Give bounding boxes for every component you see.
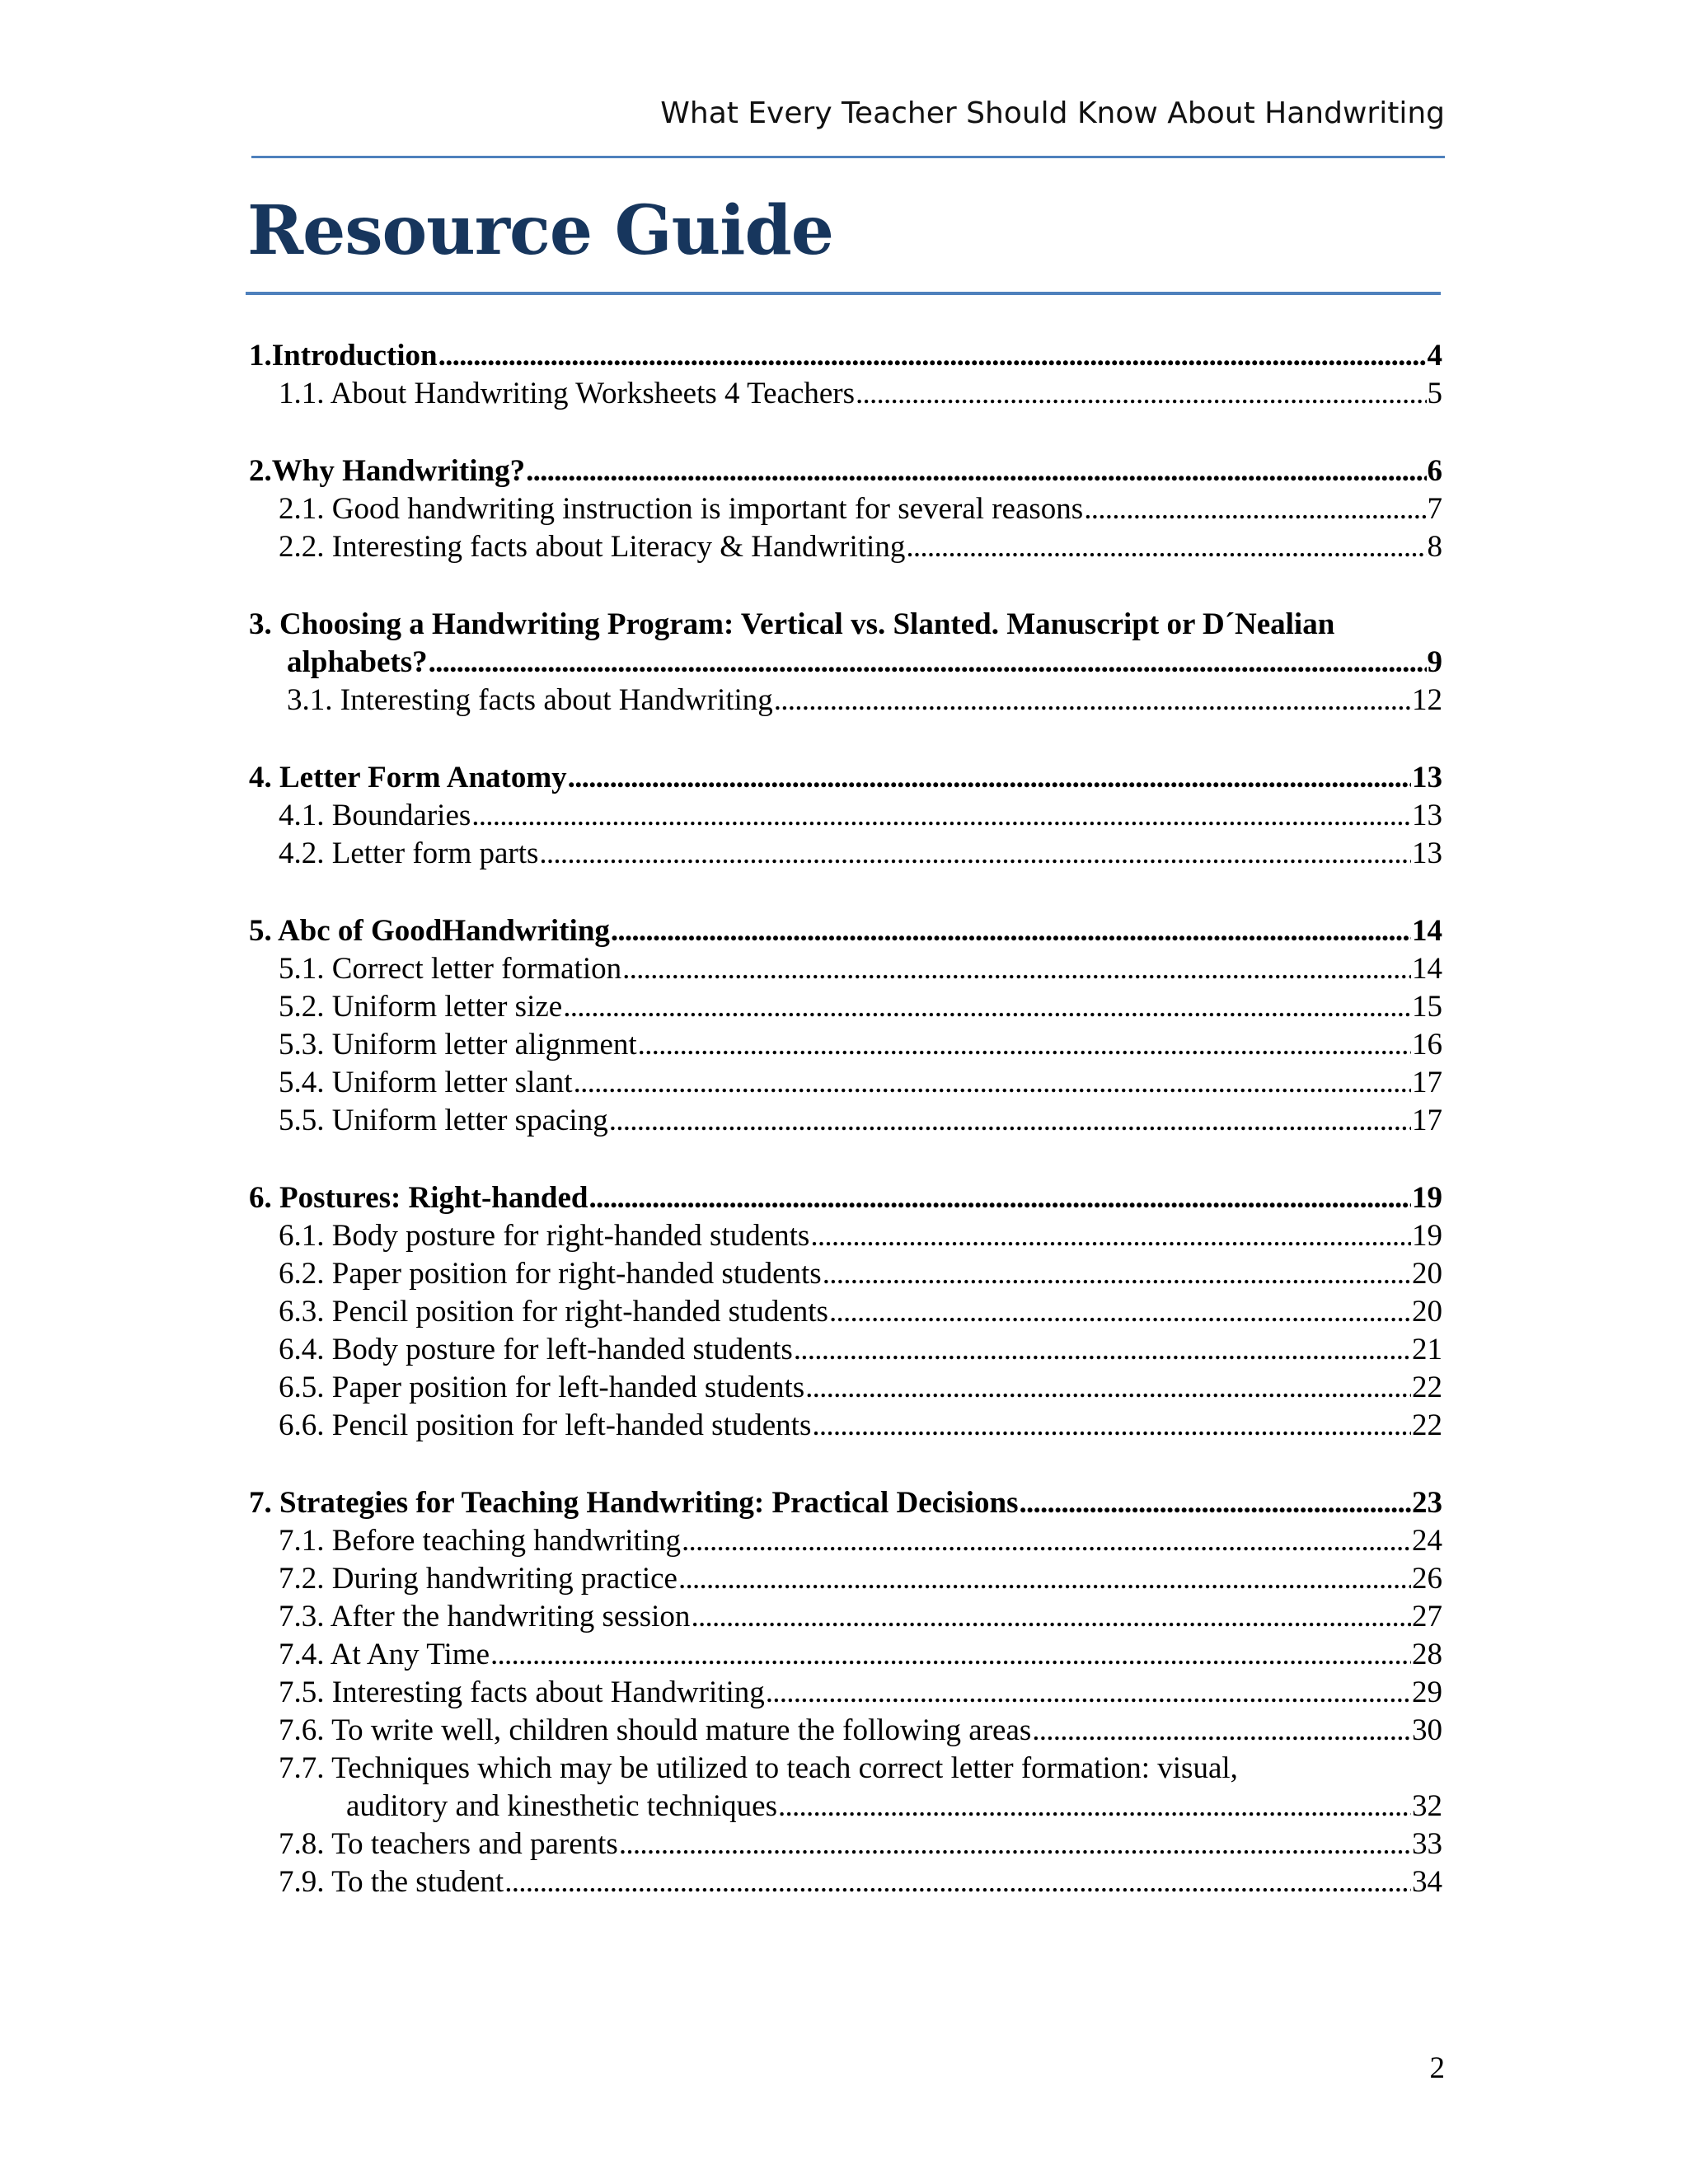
dot-leader <box>1032 1712 1411 1750</box>
dot-leader <box>774 682 1411 719</box>
toc-entry-page: 34 <box>1412 1865 1442 1899</box>
toc-entry-label: 7.5. Interesting facts about Handwriting <box>279 1675 765 1709</box>
toc-entry-page: 29 <box>1412 1675 1442 1709</box>
dot-leader <box>574 1064 1411 1102</box>
toc-entry-page: 27 <box>1412 1600 1442 1633</box>
toc-entry-choosing-program-cont[interactable] <box>249 644 1442 682</box>
toc-entry-page: 13 <box>1412 799 1442 832</box>
toc-entry-page: 14 <box>1412 952 1442 986</box>
toc-entry-page: 28 <box>1412 1638 1442 1671</box>
toc-entry-label: 6.1. Body posture for right-handed students <box>279 1219 810 1253</box>
page-number: 2 <box>1429 2051 1445 2085</box>
toc-entry-paper-position-right[interactable] <box>249 1255 1442 1293</box>
dot-leader <box>810 1217 1411 1255</box>
dot-leader <box>429 644 1427 682</box>
toc-entry-before-teaching[interactable] <box>249 1522 1442 1560</box>
toc-entry-page: 24 <box>1412 1524 1442 1558</box>
dot-leader <box>609 1102 1411 1140</box>
dot-leader <box>471 797 1411 835</box>
dot-leader <box>622 950 1411 988</box>
toc-entry-label: 4.2. Letter form parts <box>279 837 539 870</box>
toc-entry-choosing-program[interactable]: 3. Choosing a Handwriting Program: Vertical vs. Slanted. Manuscript or D´Nealian <box>249 607 1335 641</box>
toc-entry-label: 6.4. Body posture for left-handed students <box>279 1333 793 1366</box>
toc-entry-page: 20 <box>1412 1295 1442 1329</box>
toc-entry-page: 15 <box>1412 990 1442 1024</box>
toc-entry-body-posture-right[interactable] <box>249 1217 1442 1255</box>
toc-entry-literacy-facts[interactable] <box>249 528 1442 566</box>
toc-entry-page: 9 <box>1427 645 1442 679</box>
toc-entry-page: 22 <box>1412 1408 1442 1442</box>
dot-leader <box>438 337 1427 375</box>
toc-entry-strategies[interactable] <box>249 1484 1442 1522</box>
toc-entry-label: 7.2. During handwriting practice <box>279 1562 678 1596</box>
dot-leader <box>691 1598 1411 1636</box>
title-rule <box>246 292 1441 295</box>
toc-entry-page: 33 <box>1412 1827 1442 1861</box>
toc-entry-page: 5 <box>1427 377 1442 410</box>
toc-entry-label: 4.1. Boundaries <box>279 799 471 832</box>
toc-entry-boundaries[interactable] <box>249 797 1442 835</box>
toc-entry-label: 7.6. To write well, children should mature the following areas <box>279 1713 1032 1747</box>
toc-entry-page: 6 <box>1427 454 1442 488</box>
toc-entry-page: 7 <box>1427 492 1442 526</box>
toc-entry-label: 6. Postures: Right-handed <box>249 1181 588 1215</box>
dot-leader <box>526 452 1426 490</box>
toc-entry-techniques[interactable]: 7.7. Techniques which may be utilized to teach correct letter formation: visual, <box>279 1751 1238 1785</box>
toc-entry-page: 21 <box>1412 1333 1442 1366</box>
toc-entry-label: 6.2. Paper position for right-handed students <box>279 1257 822 1291</box>
dot-leader <box>563 988 1411 1026</box>
toc-entry-label: 5. Abc of GoodHandwriting <box>249 914 610 948</box>
dot-leader <box>1084 490 1426 528</box>
dot-leader <box>856 375 1426 413</box>
toc-entry-interesting-facts[interactable] <box>249 1674 1442 1712</box>
toc-entry-label: 2.1. Good handwriting instruction is important for several reasons <box>279 492 1084 526</box>
toc-entry-label: 5.3. Uniform letter alignment <box>279 1028 637 1062</box>
toc-entry-about-worksheets[interactable] <box>249 375 1442 413</box>
toc-entry-letter-parts[interactable] <box>249 835 1442 873</box>
toc-entry-label: 7.4. At Any Time <box>279 1638 490 1671</box>
running-header: What Every Teacher Should Know About Handwriting <box>660 96 1445 130</box>
toc-entry-label: 7.3. After the handwriting session <box>279 1600 691 1633</box>
dot-leader <box>678 1560 1411 1598</box>
dot-leader <box>490 1636 1411 1674</box>
toc-entry-page: 20 <box>1412 1257 1442 1291</box>
toc-entry-page: 12 <box>1412 683 1442 717</box>
dot-leader <box>766 1674 1411 1712</box>
toc-entry-label: 6.6. Pencil position for left-handed students <box>279 1408 812 1442</box>
dot-leader <box>638 1026 1411 1064</box>
toc-entry-page: 4 <box>1427 339 1442 373</box>
toc-entry-label: 7.1. Before teaching handwriting <box>279 1524 682 1558</box>
toc-entry-body-posture-left[interactable] <box>249 1331 1442 1369</box>
toc-entry-letter-formation[interactable] <box>249 950 1442 988</box>
toc-entry-postures[interactable] <box>249 1179 1442 1217</box>
dot-leader <box>539 835 1411 873</box>
toc-entry-label: 6.5. Paper position for left-handed students <box>279 1371 805 1404</box>
toc-entry-label: 7. Strategies for Teaching Handwriting: Practical Decisions <box>249 1486 1019 1520</box>
toc-entry-letter-anatomy[interactable] <box>249 759 1442 797</box>
toc-entry-letter-slant[interactable] <box>249 1064 1442 1102</box>
dot-leader <box>823 1255 1411 1293</box>
dot-leader <box>619 1825 1411 1863</box>
toc-entry-label: auditory and kinesthetic techniques <box>346 1789 777 1823</box>
toc-entry-page: 23 <box>1412 1486 1442 1520</box>
toc-entry-teachers-parents[interactable] <box>249 1825 1442 1863</box>
toc-entry-label: 3.1. Interesting facts about Handwriting <box>287 683 773 717</box>
toc-entry-page: 13 <box>1412 837 1442 870</box>
dot-leader <box>682 1522 1411 1560</box>
toc-entry-page: 30 <box>1412 1713 1442 1747</box>
toc-entry-pencil-position-left[interactable] <box>249 1407 1442 1445</box>
toc-entry-page: 13 <box>1412 761 1442 794</box>
dot-leader <box>611 912 1411 950</box>
dot-leader <box>504 1863 1411 1901</box>
toc-entry-label: 5.2. Uniform letter size <box>279 990 563 1024</box>
toc-entry-to-student[interactable] <box>249 1863 1442 1901</box>
toc-entry-label: 6.3. Pencil position for right-handed students <box>279 1295 828 1329</box>
toc-entry-abc-good-handwriting[interactable] <box>249 912 1442 950</box>
toc-entry-at-any-time[interactable] <box>249 1636 1442 1674</box>
toc-entry-label: 2.2. Interesting facts about Literacy & Handwriting <box>279 530 906 564</box>
toc-entry-pencil-position-right[interactable] <box>249 1293 1442 1331</box>
toc-entry-label: 4. Letter Form Anatomy <box>249 761 567 794</box>
dot-leader <box>1020 1484 1412 1522</box>
toc-entry-why-handwriting[interactable] <box>249 452 1442 490</box>
toc-entry-page: 16 <box>1412 1028 1442 1062</box>
toc-entry-label: 1.1. About Handwriting Worksheets 4 Teachers <box>279 377 856 410</box>
toc-entry-label: 1.Introduction <box>249 339 438 373</box>
toc-entry-page: 17 <box>1412 1104 1442 1137</box>
toc-entry-label: 7.9. To the student <box>279 1865 504 1899</box>
toc-entry-handwriting-facts[interactable] <box>249 682 1442 719</box>
toc-entry-introduction[interactable] <box>249 337 1442 375</box>
toc-entry-letter-size[interactable] <box>249 988 1442 1026</box>
toc-entry-page: 19 <box>1412 1219 1442 1253</box>
toc-entry-page: 32 <box>1412 1789 1442 1823</box>
toc-entry-label: 7.8. To teachers and parents <box>279 1827 618 1861</box>
dot-leader <box>906 528 1426 566</box>
toc-entry-techniques-cont[interactable] <box>249 1788 1442 1825</box>
dot-leader <box>589 1179 1412 1217</box>
toc-entry-after-session[interactable] <box>249 1598 1442 1636</box>
dot-leader <box>778 1788 1411 1825</box>
toc-entry-page: 26 <box>1412 1562 1442 1596</box>
toc-entry-letter-spacing[interactable] <box>249 1102 1442 1140</box>
toc-entry-page: 22 <box>1412 1371 1442 1404</box>
toc-entry-page: 8 <box>1427 530 1442 564</box>
toc-entry-label: 5.5. Uniform letter spacing <box>279 1104 608 1137</box>
toc-entry-page: 19 <box>1412 1181 1442 1215</box>
dot-leader <box>829 1293 1411 1331</box>
header-rule <box>251 156 1445 158</box>
toc-entry-good-instruction[interactable] <box>249 490 1442 528</box>
dot-leader <box>812 1407 1411 1445</box>
toc-entry-label: alphabets? <box>287 645 428 679</box>
toc-entry-page: 17 <box>1412 1066 1442 1099</box>
toc-entry-label: 5.4. Uniform letter slant <box>279 1066 573 1099</box>
toc-entry-page: 14 <box>1412 914 1442 948</box>
dot-leader <box>805 1369 1411 1407</box>
toc-entry-during-practice[interactable] <box>249 1560 1442 1598</box>
page-title: Resource Guide <box>247 191 833 270</box>
dot-leader <box>794 1331 1411 1369</box>
toc-entry-paper-position-left[interactable] <box>249 1369 1442 1407</box>
dot-leader <box>568 759 1411 797</box>
table-of-contents <box>249 337 1442 1901</box>
toc-entry-label: 5.1. Correct letter formation <box>279 952 622 986</box>
toc-entry-label: 2.Why Handwriting? <box>249 454 526 488</box>
toc-entry-letter-alignment[interactable] <box>249 1026 1442 1064</box>
toc-entry-write-well[interactable] <box>249 1712 1442 1750</box>
